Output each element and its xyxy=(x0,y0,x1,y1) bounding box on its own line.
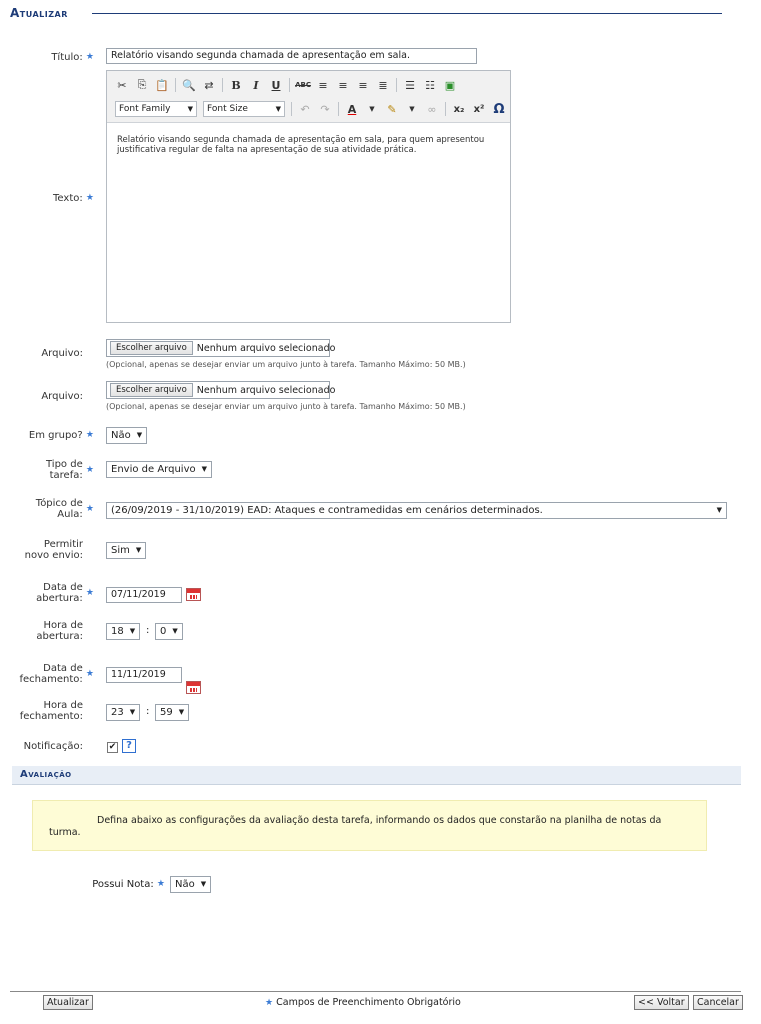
toolbar-separator xyxy=(175,78,176,92)
align-justify-icon[interactable]: ≣ xyxy=(378,78,388,92)
chevron-down-icon: ▼ xyxy=(187,105,193,113)
toolbar-separator xyxy=(445,102,446,116)
align-center-icon[interactable]: ≡ xyxy=(338,78,348,92)
chevron-down-icon: ▼ xyxy=(275,105,281,113)
required-star-icon: ★ xyxy=(85,503,94,514)
notificacao-checkbox[interactable]: ✔ xyxy=(108,742,117,752)
chevron-down-icon: ▼ xyxy=(201,465,207,473)
align-right-icon[interactable]: ≡ xyxy=(358,78,368,92)
chevron-down-icon: ▼ xyxy=(129,627,136,635)
undo-icon[interactable]: ↶ xyxy=(300,102,310,116)
hora-fechamento-hour-select[interactable]: 23 ▼ xyxy=(106,704,140,721)
footer-divider xyxy=(10,991,741,992)
titulo-label: Título: ★ xyxy=(51,51,94,63)
em-grupo-label: Em grupo? ★ xyxy=(28,429,94,441)
em-grupo-select[interactable]: Não ▼ xyxy=(106,427,147,444)
hora-fechamento-minute-select[interactable]: 59 ▼ xyxy=(155,704,189,721)
required-star-icon: ★ xyxy=(265,998,274,1008)
topico-aula-label: Tópico de Aula: ★ xyxy=(35,498,94,520)
link-icon[interactable]: ∞ xyxy=(427,102,437,116)
rich-text-editor xyxy=(106,70,511,323)
hora-fechamento-label: Hora de fechamento: xyxy=(19,700,83,722)
texto-label: Texto: ★ xyxy=(53,192,94,204)
data-fechamento-input[interactable]: 11/11/2019 xyxy=(106,667,182,683)
superscript-icon[interactable]: x² xyxy=(473,103,485,115)
file-hint: (Opcional, apenas se desejar enviar um arquivo junto à tarefa. Tamanho Máximo: 50 MB.) xyxy=(106,402,466,411)
required-star-icon: ★ xyxy=(85,51,94,62)
required-star-icon: ★ xyxy=(85,668,94,679)
file-input[interactable] xyxy=(106,339,336,357)
toolbar-separator xyxy=(289,78,290,92)
atualizar-button[interactable]: Atualizar xyxy=(43,995,93,1010)
data-fechamento-label: Data de fechamento: ★ xyxy=(19,663,94,685)
calendar-icon[interactable] xyxy=(186,681,201,694)
chevron-down-icon[interactable]: ▼ xyxy=(409,105,415,113)
chevron-down-icon: ▼ xyxy=(200,880,207,888)
special-char-icon[interactable]: Ω xyxy=(493,101,505,117)
chevron-down-icon: ▼ xyxy=(136,431,143,439)
toolbar-separator xyxy=(396,78,397,92)
data-abertura-label: Data de abertura: ★ xyxy=(36,582,94,604)
highlight-color-icon[interactable]: ✎ xyxy=(387,102,397,116)
notificacao-label: Notificação: xyxy=(23,741,83,752)
chevron-down-icon: ▼ xyxy=(172,627,178,635)
numbered-list-icon[interactable]: ☷ xyxy=(425,78,435,92)
find-icon[interactable]: 🔍 xyxy=(182,78,196,92)
hora-abertura-hour-select[interactable]: 18 ▼ xyxy=(106,623,140,640)
tipo-tarefa-select[interactable]: Envio de Arquivo ▼ xyxy=(106,461,212,478)
font-size-select[interactable]: Font Size ▼ xyxy=(203,101,285,117)
arquivo-label: Arquivo: xyxy=(41,391,83,402)
required-star-icon: ★ xyxy=(156,879,165,889)
cut-icon[interactable]: ✂ xyxy=(117,78,127,92)
hora-abertura-label: Hora de abertura: xyxy=(36,620,83,642)
permitir-envio-label: Permitir novo envio: xyxy=(24,539,83,561)
chevron-down-icon: ▼ xyxy=(178,708,185,716)
hora-abertura-minute-select[interactable]: 0 ▼ xyxy=(155,623,183,640)
tipo-tarefa-label: Tipo de tarefa: ★ xyxy=(46,459,94,481)
editor-toolbar xyxy=(107,71,510,123)
topico-aula-select[interactable]: (26/09/2019 - 31/10/2019) EAD: Ataques e contramedidas em cenários determinados. ▼ xyxy=(106,502,727,519)
subscript-icon[interactable]: x₂ xyxy=(453,103,465,115)
redo-icon[interactable]: ↷ xyxy=(320,102,330,116)
file-status: Nenhum arquivo selecionado xyxy=(196,384,336,396)
required-star-icon: ★ xyxy=(85,192,94,203)
replace-icon[interactable]: ⇄ xyxy=(204,78,214,92)
required-star-icon: ★ xyxy=(85,464,94,475)
avaliacao-title: Avaliação xyxy=(20,769,72,780)
chevron-down-icon: ▼ xyxy=(129,708,136,716)
italic-icon[interactable]: I xyxy=(253,78,259,92)
strikethrough-icon[interactable]: ABC xyxy=(295,81,311,89)
toolbar-separator xyxy=(222,78,223,92)
time-separator: : xyxy=(146,706,150,717)
choose-file-button[interactable]: Escolher arquivo xyxy=(110,341,193,355)
underline-icon[interactable]: U xyxy=(271,78,281,92)
avaliacao-notice-text: Defina abaixo as configurações da avaliação desta tarefa, informando os dados que constarão na planilha de notas da turma. xyxy=(49,815,662,838)
time-separator: : xyxy=(146,625,150,636)
avaliacao-notice xyxy=(32,800,707,851)
text-color-icon[interactable]: A xyxy=(347,102,357,116)
data-abertura-input[interactable]: 07/11/2019 xyxy=(106,587,182,603)
legend-divider xyxy=(92,13,722,14)
avaliacao-section-bar xyxy=(12,766,741,785)
paste-icon[interactable]: 📋 xyxy=(155,78,169,92)
help-icon[interactable]: ? xyxy=(122,739,136,753)
toolbar-separator xyxy=(338,102,339,116)
file-status: Nenhum arquivo selecionado xyxy=(196,342,336,354)
required-star-icon: ★ xyxy=(85,587,94,598)
bullet-list-icon[interactable]: ☰ xyxy=(405,78,415,92)
possui-nota-label: Possui Nota: ★ xyxy=(92,878,165,890)
calendar-icon[interactable] xyxy=(186,588,201,601)
form-legend: Atualizar xyxy=(10,6,72,20)
choose-file-button[interactable]: Escolher arquivo xyxy=(110,383,193,397)
possui-nota-select[interactable]: Não ▼ xyxy=(170,876,211,893)
font-family-select[interactable]: Font Family ▼ xyxy=(115,101,197,117)
required-note: ★ Campos de Preenchimento Obrigatório xyxy=(265,997,461,1008)
editor-content[interactable]: Relatório visando segunda chamada de apresentação em sala, para quem apresentou justificativa regular de falta na apresentação de sua atividade prática. xyxy=(117,135,485,155)
align-left-icon[interactable]: ≡ xyxy=(318,78,328,92)
chevron-down-icon: ▼ xyxy=(135,546,142,554)
voltar-button[interactable]: << Voltar xyxy=(634,995,689,1010)
copy-icon[interactable]: ⎘ xyxy=(137,78,147,91)
insert-image-icon[interactable]: ▣ xyxy=(444,78,456,92)
toolbar-separator xyxy=(291,102,292,116)
required-star-icon: ★ xyxy=(85,429,94,440)
chevron-down-icon: ▼ xyxy=(716,506,722,514)
file-input[interactable] xyxy=(106,381,336,399)
chevron-down-icon[interactable]: ▼ xyxy=(369,105,375,113)
arquivo-label: Arquivo: xyxy=(41,348,83,359)
bold-icon[interactable]: B xyxy=(231,78,241,92)
permitir-envio-select[interactable]: Sim ▼ xyxy=(106,542,146,559)
titulo-input[interactable]: Relatório visando segunda chamada de apresentação em sala. xyxy=(106,48,477,64)
file-hint: (Opcional, apenas se desejar enviar um arquivo junto à tarefa. Tamanho Máximo: 50 MB.) xyxy=(106,360,466,369)
cancelar-button[interactable]: Cancelar xyxy=(693,995,743,1010)
